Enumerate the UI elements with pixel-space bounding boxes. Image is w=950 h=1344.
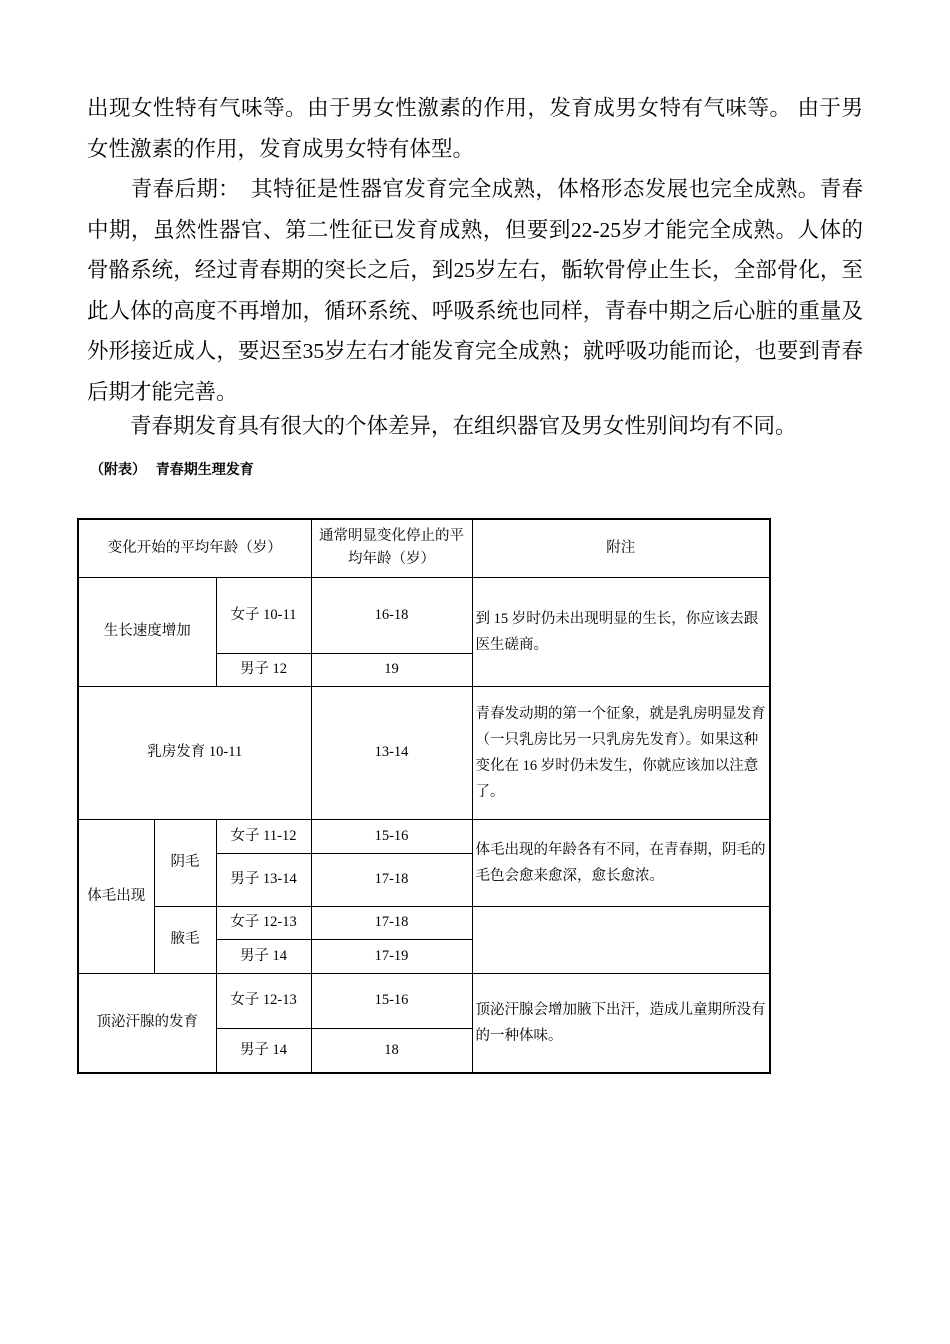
table-row xyxy=(78,686,770,819)
table-row xyxy=(78,819,770,853)
header-start-age: 变化开始的平均年龄（岁） xyxy=(78,519,311,577)
apocrine-female-start: 女子 12-13 xyxy=(216,973,311,1028)
table-header-row xyxy=(78,519,770,577)
apocrine-label: 顶泌汗腺的发育 xyxy=(78,973,216,1073)
armpit-note-empty xyxy=(472,906,770,973)
header-notes: 附注 xyxy=(472,519,770,577)
breast-end: 13-14 xyxy=(311,686,472,819)
table-row xyxy=(78,577,770,653)
puberty-table xyxy=(77,518,771,1074)
armpit-hair-label: 腋毛 xyxy=(154,906,216,973)
table-row xyxy=(78,906,770,939)
apocrine-female-end: 15-16 xyxy=(311,973,472,1028)
armpit-female-end: 17-18 xyxy=(311,906,472,939)
growth-female-start: 女子 10-11 xyxy=(216,577,311,653)
armpit-female-start: 女子 12-13 xyxy=(216,906,311,939)
apocrine-male-end: 18 xyxy=(311,1028,472,1073)
body-hair-label: 体毛出现 xyxy=(78,819,154,973)
body-hair-note: 体毛出现的年龄各有不同，在青春期，阴毛的毛色会愈来愈深，愈长愈浓。 xyxy=(472,819,770,906)
paragraph-1: 出现女性特有气味等。由于男女性激素的作用，发育成男女特有气味等。 由于男女性激素的作用，发育成男女特有体型。 xyxy=(87,96,863,161)
header-end-age: 通常明显变化停止的平均年龄（岁） xyxy=(311,519,472,577)
growth-female-end: 16-18 xyxy=(311,577,472,653)
table-caption: （附表） 青春期生理发育 xyxy=(90,462,254,478)
pubic-female-end: 15-16 xyxy=(311,819,472,853)
apocrine-note: 顶泌汗腺会增加腋下出汗，造成儿童期所没有的一种体味。 xyxy=(472,973,770,1073)
pubic-male-end: 17-18 xyxy=(311,853,472,906)
growth-note: 到 15 岁时仍未出现明显的生长，你应该去跟医生磋商。 xyxy=(472,577,770,686)
paragraph-3: 青春期发育具有很大的个体差异，在组织器官及男女性别间均有不同。 xyxy=(87,414,797,438)
breast-note: 青春发动期的第一个征象，就是乳房明显发育（一只乳房比另一只乳房先发育）。如果这种变化在 16 岁时仍未发生，你就应该加以注意了。 xyxy=(472,686,770,819)
growth-label: 生长速度增加 xyxy=(78,577,216,686)
table-row xyxy=(78,973,770,1028)
pubic-hair-label: 阴毛 xyxy=(154,819,216,906)
breast-label: 乳房发育 10-11 xyxy=(78,686,311,819)
pubic-female-start: 女子 11-12 xyxy=(216,819,311,853)
apocrine-male-start: 男子 14 xyxy=(216,1028,311,1073)
growth-male-end: 19 xyxy=(311,653,472,686)
growth-male-start: 男子 12 xyxy=(216,653,311,686)
armpit-male-end: 17-19 xyxy=(311,939,472,973)
armpit-male-start: 男子 14 xyxy=(216,939,311,973)
paragraph-2: 青春后期： 其特征是性器官发育完全成熟，体格形态发展也完全成熟。青春中期，虽然性器官、第二性征已发育成熟，但要到22-25岁才能完全成熟。人体的骨骼系统，经过青春期的突长之后，到25岁左右，骺软骨停止生长，全部骨化，至此人体的高度不再增加，循环系统、呼吸系统也同样，青春中期之后心脏的重量及外形接近成人，要迟至35岁左右才能发育完全成熟；就呼吸功能而论，也要到青春后期才能完善。 xyxy=(87,177,863,404)
pubic-male-start: 男子 13-14 xyxy=(216,853,311,906)
